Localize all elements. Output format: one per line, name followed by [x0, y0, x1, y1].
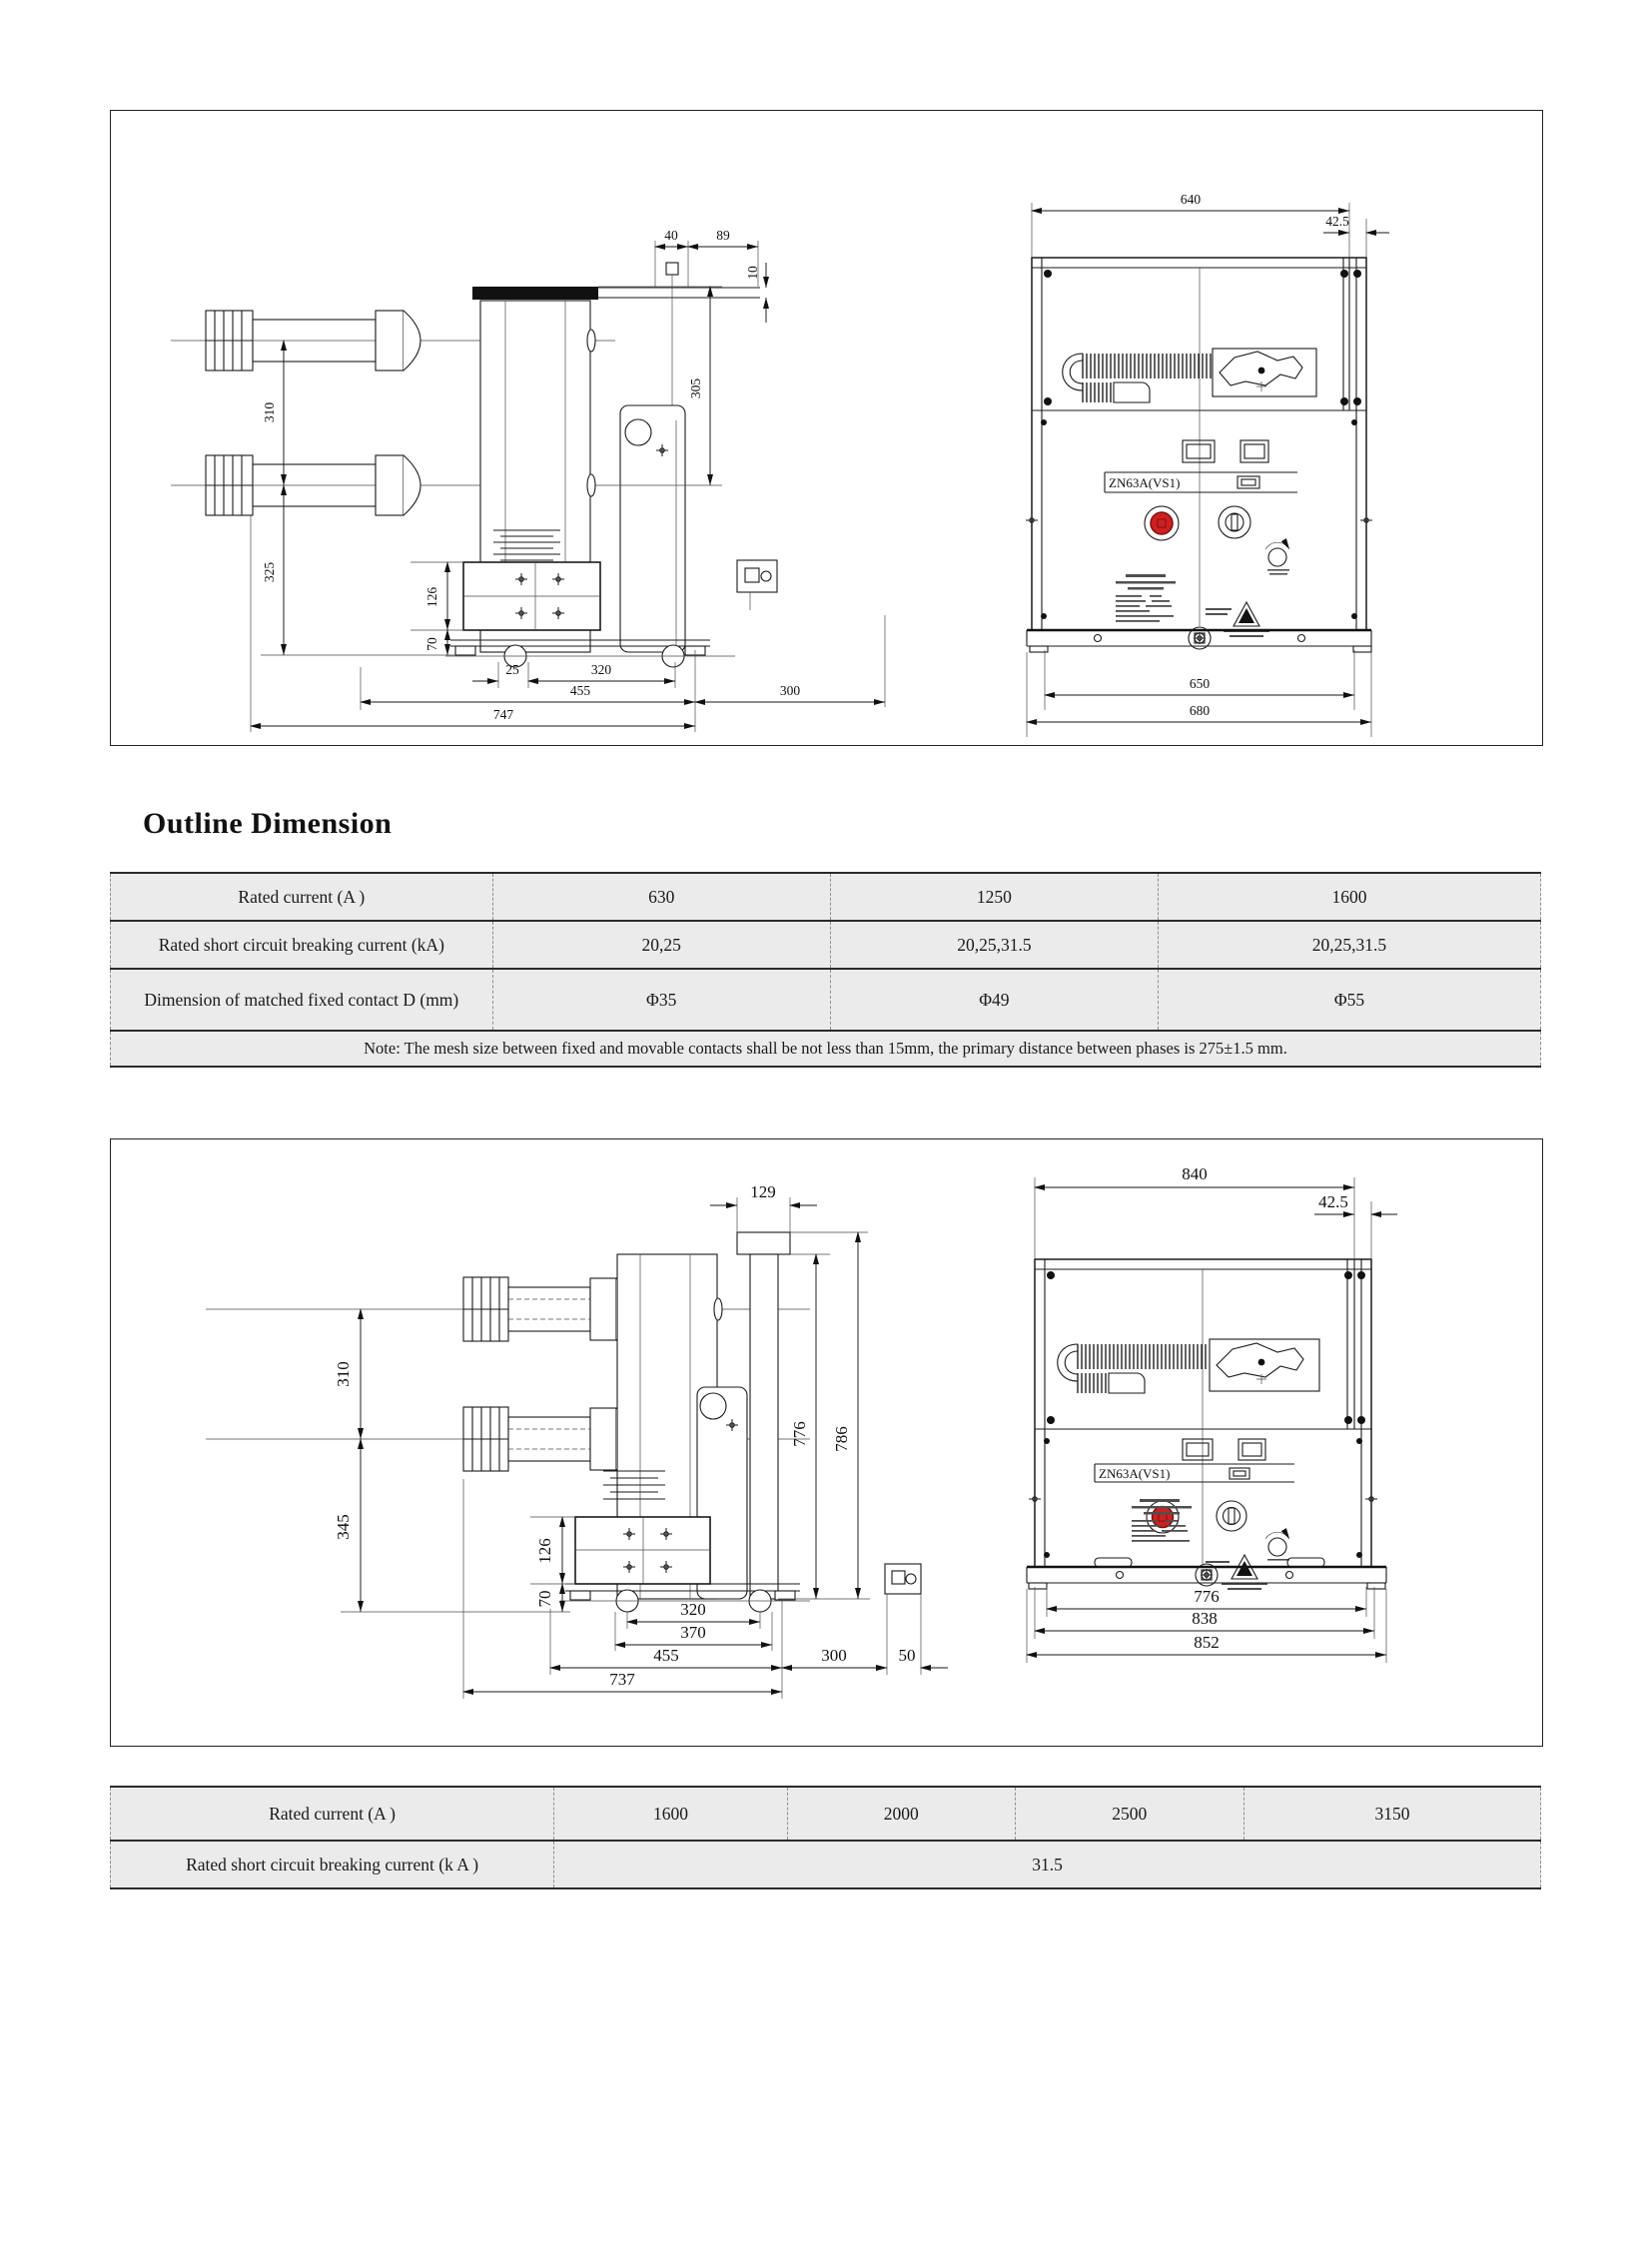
- dim-label: 70: [424, 637, 439, 651]
- row-label: Rated current (A ): [110, 1788, 553, 1840]
- dim-label: 455: [653, 1646, 679, 1665]
- lower-bushing: [463, 1407, 632, 1471]
- row-label: Rated short circuit breaking current (k A ): [110, 1842, 553, 1887]
- page-title: Outline Dimension: [143, 807, 393, 840]
- side-view-drawing-1: [171, 228, 885, 732]
- dim-label: 840: [1182, 1164, 1208, 1183]
- operating-column: [750, 1254, 778, 1599]
- drawing-box-1: [110, 110, 1543, 746]
- outline-dimension-table: [110, 872, 1541, 1068]
- upper-bushing: [463, 1277, 632, 1341]
- frame-bracket: [620, 405, 685, 652]
- dim-label: 310: [262, 401, 277, 423]
- table-row: [110, 922, 1541, 970]
- dim-label: 310: [334, 1361, 353, 1387]
- dim-label: 129: [750, 1182, 776, 1201]
- dim-label: 300: [821, 1646, 847, 1665]
- row-label: Dimension of matched fixed contact D (mm): [110, 970, 492, 1030]
- interlock-handle: [1213, 349, 1316, 396]
- dim-label: 455: [569, 683, 591, 698]
- dim-label: 10: [745, 266, 760, 280]
- mounting-rail: [1027, 627, 1371, 652]
- dim-label: 776: [1194, 1587, 1220, 1606]
- cell-value: 2500: [1015, 1788, 1243, 1840]
- table-row: [110, 874, 1541, 922]
- dim-label: 300: [779, 683, 801, 698]
- interlock-part: [885, 1564, 921, 1594]
- table-row: [110, 970, 1541, 1032]
- cell-value: 1600: [553, 1788, 787, 1840]
- cell-value: Φ55: [1158, 970, 1541, 1030]
- dim-label: 776: [790, 1421, 809, 1447]
- cell-value: 20,25: [492, 922, 830, 968]
- table-row: [110, 1842, 1541, 1887]
- dim-label: 50: [898, 1646, 916, 1665]
- table-row: [110, 1788, 1541, 1842]
- model-label: ZN63A(VS1): [1109, 475, 1181, 490]
- dim-label: 325: [262, 561, 277, 583]
- cell-value: 2000: [787, 1788, 1015, 1840]
- table-note-row: [110, 1032, 1541, 1066]
- interlock-handle: [1210, 1339, 1319, 1391]
- cell-value: Φ49: [830, 970, 1158, 1030]
- mechanism-box: [575, 1517, 710, 1584]
- dim-label: 640: [1180, 192, 1202, 207]
- side-view-drawing-2: [206, 1182, 948, 1699]
- dim-label: 747: [492, 707, 514, 722]
- dim-label: 852: [1194, 1633, 1220, 1652]
- red-trip-button: [1147, 1501, 1179, 1533]
- model-label: ZN63A(VS1): [1099, 1466, 1171, 1481]
- outline-drawing-1: [111, 111, 1542, 743]
- interlock-part: [737, 560, 777, 610]
- lower-bushing: [206, 455, 420, 515]
- cell-value: 630: [492, 874, 830, 920]
- cell-value: Φ35: [492, 970, 830, 1030]
- cell-value: 3150: [1243, 1788, 1541, 1840]
- dim-label: 25: [505, 662, 519, 677]
- dim-label: 680: [1189, 703, 1211, 718]
- dim-label: 737: [609, 1670, 635, 1689]
- dim-label: 786: [832, 1426, 851, 1452]
- dim-label: 70: [535, 1590, 554, 1608]
- cell-value: 1600: [1158, 874, 1541, 920]
- upper-bushing: [206, 311, 420, 371]
- cell-value: 1250: [830, 874, 1158, 920]
- front-view-drawing-1: [1026, 192, 1389, 737]
- row-label: Rated short circuit breaking current (kA): [110, 922, 492, 968]
- drawing-box-2: [110, 1138, 1543, 1747]
- dim-label: 40: [664, 228, 678, 243]
- dim-label: 345: [334, 1514, 353, 1540]
- row-label: Rated current (A ): [110, 874, 492, 920]
- dim-label: 650: [1189, 676, 1211, 691]
- dim-label: 320: [590, 662, 612, 677]
- top-cap: [737, 1232, 790, 1254]
- dim-label: 838: [1192, 1609, 1218, 1628]
- dim-label: 320: [680, 1600, 706, 1619]
- cell-value: 20,25,31.5: [830, 922, 1158, 968]
- mechanism-box: [463, 562, 600, 630]
- dim-label: 89: [716, 228, 730, 243]
- dim-label: 126: [424, 586, 439, 608]
- cell-value: 20,25,31.5: [1158, 922, 1541, 968]
- dim-label: 305: [688, 377, 703, 399]
- rating-table: [110, 1786, 1541, 1889]
- cell-value-span: 31.5: [553, 1842, 1541, 1887]
- outline-drawing-2: [111, 1139, 1542, 1744]
- dim-label: 42.5: [1318, 1192, 1348, 1211]
- dim-label: 42.5: [1325, 214, 1349, 229]
- dim-label: 370: [680, 1623, 706, 1642]
- dim-label: 126: [535, 1538, 554, 1564]
- front-view-drawing-2: [1027, 1164, 1397, 1663]
- table-note: Note: The mesh size between fixed and movable contacts shall be not less than 15mm, the primary distance between phases is 275±1.5 mm.: [110, 1032, 1541, 1066]
- top-plate: [472, 287, 598, 300]
